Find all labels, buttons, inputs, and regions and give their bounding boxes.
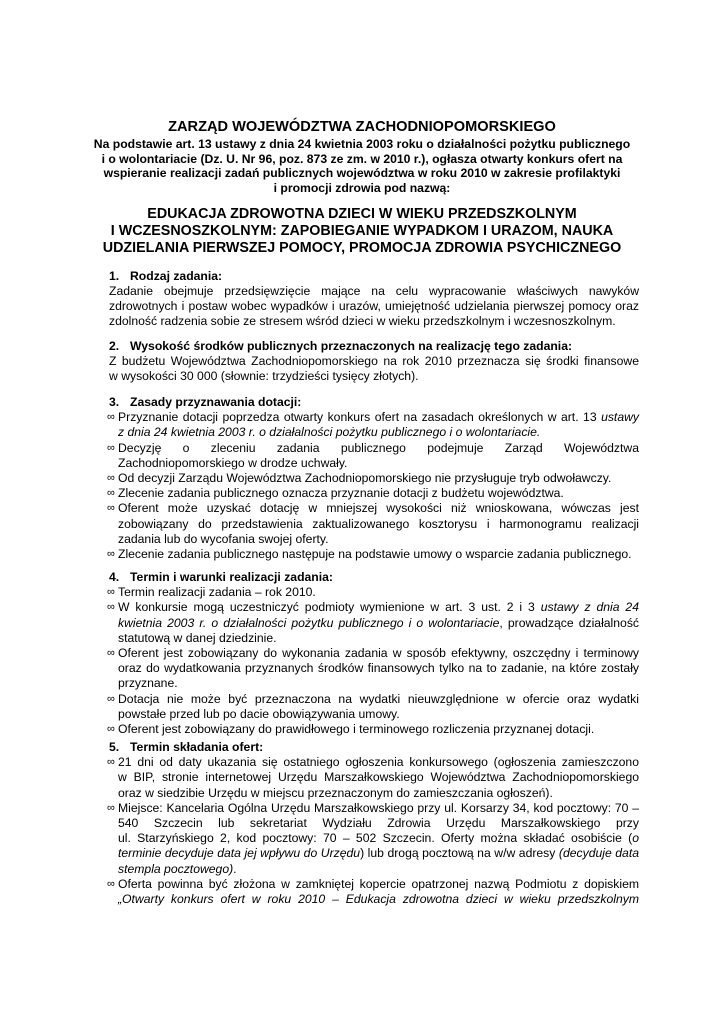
document-title: ZARZĄD WOJEWÓDZTWA ZACHODNIOPOMORSKIEGO xyxy=(168,119,556,135)
section-heading xyxy=(109,269,639,284)
section-4 xyxy=(109,570,639,737)
list-item-line: oraz w siedzibie Urzędu w miejscu przeznaczonym do zamieszczania ogłoszeń). xyxy=(118,785,553,800)
list-item-line: Od decyzji Zarządu Województwa Zachodniopomorskiego nie przysługuje tryb odwoławczy. xyxy=(118,471,612,486)
list-item xyxy=(109,692,639,722)
list-item-line: przyznane. xyxy=(118,676,178,691)
intro-line: i promocji zdrowia pod nazwą: xyxy=(273,180,451,195)
infinity-bullet-icon: ∞ xyxy=(107,723,115,736)
list-item-line: zadania lub do wycofania swojej oferty. xyxy=(118,531,329,546)
section-title: Rodzaj zadania: xyxy=(130,269,223,283)
list-item-line: terminie decyduje data jej wpływu do Urzędu) lub drogą pocztową na w/w adresy (decyduje data xyxy=(118,846,640,861)
section-number: 4. xyxy=(109,570,120,584)
section-1-body xyxy=(109,284,639,330)
paragraph-line: zdolność radzenia sobie ze stresem wśród dzieci w wieku przedszkolnym i wczesnoszkolnym. xyxy=(109,314,616,329)
section-3 xyxy=(109,395,639,562)
list-item-line: Zlecenie zadania publicznego następuje na podstawie umowy o wsparcie zadania publicznego. xyxy=(118,547,632,562)
list-item-line: w BIP, stronie internetowej Urzędu Marszałkowskiego Województwa Zachodniopomorskiego xyxy=(118,770,639,785)
list-item-line: zobowiązany do przedstawienia zaktualizowanego kosztorysu i harmonogramu realizacji xyxy=(118,516,639,531)
competition-topic xyxy=(60,206,664,258)
list-item xyxy=(109,585,639,600)
list-item xyxy=(109,547,639,562)
section-heading xyxy=(109,570,639,585)
list-item-line: stempla pocztowego). xyxy=(118,861,237,876)
paragraph-line: Z budżetu Województwa Zachodniopomorskiego na rok 2010 przeznacza się środki finansowe xyxy=(109,354,639,369)
list-item-line: Przyznanie dotacji poprzedza otwarty konkurs ofert na zasadach określonych w art. 13 ustawy xyxy=(118,410,639,425)
topic-line: I WCZESNOSZKOLNYM: ZAPOBIEGANIE WYPADKOM I URAZOM, NAUKA xyxy=(110,223,614,240)
section-heading xyxy=(109,339,639,354)
infinity-bullet-icon: ∞ xyxy=(107,692,115,705)
list-item-line: statutową w danej dziedzinie. xyxy=(118,630,277,645)
infinity-bullet-icon: ∞ xyxy=(107,502,115,515)
section-title: Zasady przyznawania dotacji: xyxy=(130,395,302,409)
infinity-bullet-icon: ∞ xyxy=(107,801,115,814)
list-item xyxy=(109,600,639,646)
intro-paragraph xyxy=(80,137,644,195)
section-2 xyxy=(109,339,639,385)
list-item xyxy=(109,441,639,471)
intro-line: wspieranie realizacji zadań publicznych województwa w roku 2010 w zakresie profilaktyki xyxy=(103,166,621,181)
list-item xyxy=(109,410,639,440)
list-item xyxy=(109,877,639,907)
list-item-line: Dotacja nie może być przeznaczona na wydatki nieuwzględnione w ofercie oraz wydatki xyxy=(118,691,639,706)
list-item-line: Oferent może uzyskać dotację w mniejszej wysokości niż wnioskowana, wówczas jest xyxy=(118,501,639,516)
infinity-bullet-icon: ∞ xyxy=(107,411,115,424)
list-item-line: Miejsce: Kancelaria Ogólna Urzędu Marszałkowskiego przy ul. Korsarzy 34, kod pocztowy: 70 – xyxy=(118,800,639,815)
intro-line: i o wolontariacie (Dz. U. Nr 96, poz. 873 ze zm. w 2010 r.), ogłasza otwarty konkurs ofert na xyxy=(101,151,623,166)
list-item-line: powstałe przed lub po dacie obowiązywania umowy. xyxy=(118,706,400,721)
list-item xyxy=(109,646,639,692)
paragraph-line: Zadanie obejmuje przedsięwzięcie mające na celu wypracowanie właściwych nawyków xyxy=(109,284,639,298)
list-item-line: kwietnia 2003 r. o działalności pożytku publicznego i o wolontariacie, prowadzące działalność xyxy=(118,615,640,630)
list-item-line: Oferta powinna być złożona w zamkniętej kopercie opatrzonej nazwą Podmiotu z dopiskiem xyxy=(118,876,639,891)
section-number: 3. xyxy=(109,395,120,409)
list-item-line: ul. Starzyńskiego 2, kod pocztowy: 70 – 502 Szczecin. Oferty można składać osobiście (o xyxy=(118,831,639,846)
list-item-line: oraz do wydatkowania przyznanych środków finansowych tylko na to zadanie, na które zostały xyxy=(118,661,639,676)
list-item xyxy=(109,471,639,486)
infinity-bullet-icon: ∞ xyxy=(107,601,115,614)
topic-line: UDZIELANIA PIERWSZEJ POMOCY, PROMOCJA ZDROWIA PSYCHICZNEGO xyxy=(102,240,622,257)
section-number: 5. xyxy=(109,740,120,754)
list-item-line: z dnia 24 kwietnia 2003 r. o działalności pożytku publicznego i o wolontariacie. xyxy=(118,425,541,440)
list-item-line: 540 Szczecin lub sekretariat Wydziału Zdrowia Urzędu Marszałkowskiego przy xyxy=(118,816,639,831)
section-title: Termin składania ofert: xyxy=(130,740,264,754)
list-item-line: Oferent jest zobowiązany do wykonania zadania w sposób efektywny, oszczędny i terminowy xyxy=(118,646,639,661)
infinity-bullet-icon: ∞ xyxy=(107,487,115,500)
section-number: 1. xyxy=(109,269,120,283)
infinity-bullet-icon: ∞ xyxy=(107,472,115,485)
section-heading xyxy=(109,740,639,755)
section-title: Wysokość środków publicznych przeznaczonych na realizację tego zadania: xyxy=(130,339,573,353)
list-item-line: Termin realizacji zadania – rok 2010. xyxy=(118,585,316,600)
section-1 xyxy=(109,269,639,284)
section-heading xyxy=(109,395,639,410)
section-title: Termin i warunki realizacji zadania: xyxy=(130,570,333,584)
topic-line: EDUKACJA ZDROWOTNA DZIECI W WIEKU PRZEDSZKOLNYM xyxy=(147,206,577,222)
list-item xyxy=(109,755,639,801)
infinity-bullet-icon: ∞ xyxy=(107,441,115,454)
list-item xyxy=(109,722,639,737)
infinity-bullet-icon: ∞ xyxy=(107,647,115,660)
paragraph-line: zdrowotnych i postaw wobec wypadków i urazów, umiejętność udzielania pierwszej pomocy oraz xyxy=(109,299,639,314)
list-item-line: Zlecenie zadania publicznego oznacza przyznanie dotacji z budżetu województwa. xyxy=(118,486,564,501)
paragraph-line: w wysokości 30 000 (słownie: trzydzieści tysięcy złotych). xyxy=(109,369,419,384)
infinity-bullet-icon: ∞ xyxy=(107,877,115,890)
list-item-line: Oferent jest zobowiązany do prawidłowego i terminowego rozliczenia przyznanej dotacji. xyxy=(118,722,595,737)
infinity-bullet-icon: ∞ xyxy=(107,756,115,769)
intro-line: Na podstawie art. 13 ustawy z dnia 24 kwietnia 2003 roku o działalności pożytku publicznego xyxy=(93,137,631,151)
list-item-line: Zachodniopomorskiego w drodze uchwały. xyxy=(118,455,348,470)
section-5 xyxy=(109,740,639,907)
infinity-bullet-icon: ∞ xyxy=(107,586,115,599)
list-item-line: „Otwarty konkurs ofert w roku 2010 – Edukacja zdrowotna dzieci w wieku przedszkolnym xyxy=(118,892,639,907)
section-number: 2. xyxy=(109,339,120,353)
list-item xyxy=(109,486,639,501)
list-item-line: W konkursie mogą uczestniczyć podmioty wymienione w art. 3 ust. 2 i 3 ustawy z dnia 24 xyxy=(118,600,639,615)
list-item-line: 21 dni od daty ukazania się ostatniego ogłoszenia konkursowego (ogłoszenia zamieszczono xyxy=(118,755,639,770)
list-item xyxy=(109,801,639,877)
infinity-bullet-icon: ∞ xyxy=(107,548,115,561)
list-item xyxy=(109,501,639,547)
list-item-line: Decyzję o zleceniu zadania publicznego podejmuje Zarząd Województwa xyxy=(118,440,639,455)
